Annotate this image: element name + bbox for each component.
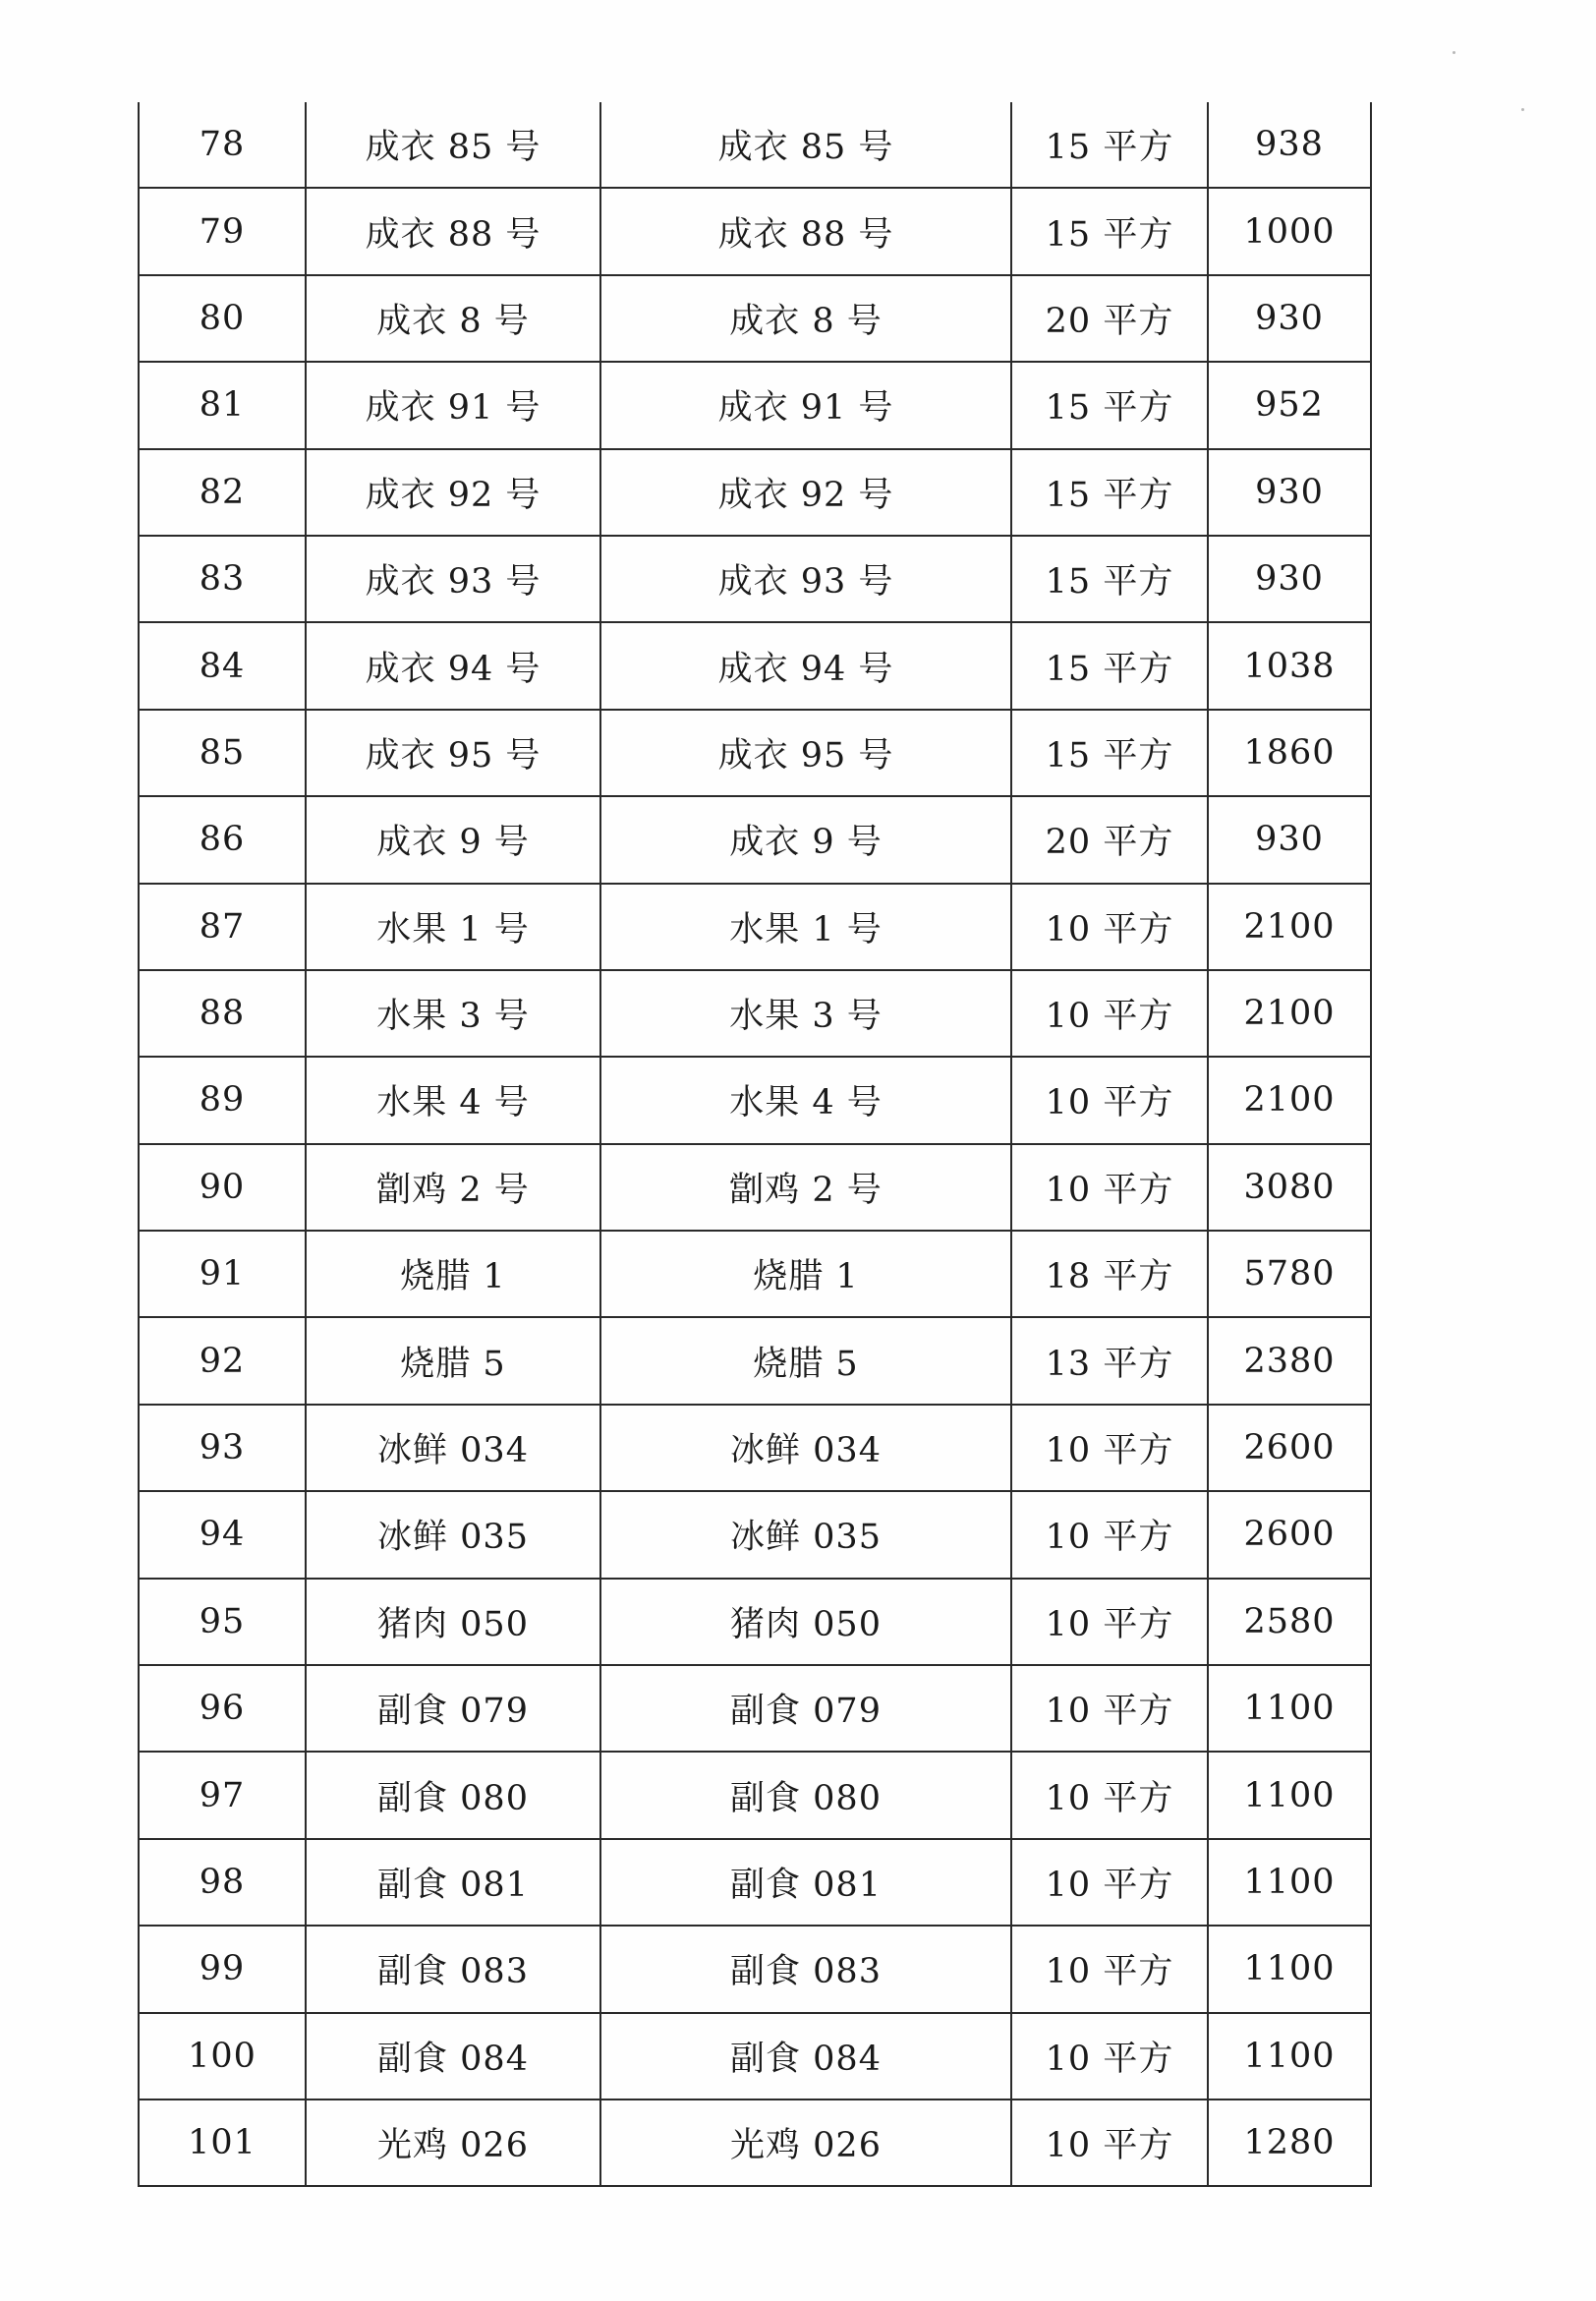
cell-stall-name-alt: 猪肉 050 <box>600 1579 1011 1665</box>
cell-stall-name: 猪肉 050 <box>306 1579 600 1665</box>
table-row <box>139 796 1371 883</box>
table-row <box>139 1839 1371 1926</box>
table-row <box>139 449 1371 536</box>
cell-price: 2100 <box>1208 884 1371 970</box>
cell-stall-name-alt: 成衣 8 号 <box>600 275 1011 362</box>
cell-stall-name: 成衣 93 号 <box>306 536 600 622</box>
cell-stall-name: 成衣 8 号 <box>306 275 600 362</box>
table-row <box>139 102 1371 188</box>
cell-price: 2600 <box>1208 1405 1371 1491</box>
cell-number: 80 <box>139 275 306 362</box>
cell-price: 1100 <box>1208 1752 1371 1838</box>
cell-stall-name-alt: 副食 080 <box>600 1752 1011 1838</box>
table-row <box>139 2013 1371 2100</box>
cell-stall-name: 烧腊 1 <box>306 1231 600 1317</box>
cell-stall-name: 水果 1 号 <box>306 884 600 970</box>
cell-stall-name-alt: 成衣 85 号 <box>600 102 1011 188</box>
cell-stall-name-alt: 水果 1 号 <box>600 884 1011 970</box>
cell-stall-name-alt: 水果 4 号 <box>600 1057 1011 1143</box>
cell-price: 1100 <box>1208 2013 1371 2100</box>
cell-area: 10 平方 <box>1011 1926 1208 2012</box>
table-row <box>139 1057 1371 1143</box>
cell-number: 87 <box>139 884 306 970</box>
table-row <box>139 362 1371 448</box>
cell-number: 84 <box>139 622 306 709</box>
cell-price: 938 <box>1208 102 1371 188</box>
cell-stall-name: 成衣 85 号 <box>306 102 600 188</box>
cell-area: 10 平方 <box>1011 970 1208 1057</box>
cell-number: 91 <box>139 1231 306 1317</box>
cell-area: 15 平方 <box>1011 362 1208 448</box>
cell-stall-name-alt: 副食 081 <box>600 1839 1011 1926</box>
table-row <box>139 1579 1371 1665</box>
cell-stall-name-alt: 烧腊 1 <box>600 1231 1011 1317</box>
cell-price: 1860 <box>1208 710 1371 796</box>
cell-price: 930 <box>1208 449 1371 536</box>
cell-area: 15 平方 <box>1011 188 1208 274</box>
cell-number: 85 <box>139 710 306 796</box>
cell-number: 90 <box>139 1144 306 1231</box>
cell-number: 101 <box>139 2100 306 2186</box>
table-row <box>139 275 1371 362</box>
cell-stall-name: 成衣 9 号 <box>306 796 600 883</box>
cell-area: 10 平方 <box>1011 2100 1208 2186</box>
cell-stall-name-alt: 光鸡 026 <box>600 2100 1011 2186</box>
cell-stall-name: 成衣 95 号 <box>306 710 600 796</box>
cell-stall-name-alt: 烧腊 5 <box>600 1317 1011 1404</box>
cell-stall-name: 冰鲜 035 <box>306 1491 600 1578</box>
cell-number: 94 <box>139 1491 306 1578</box>
cell-stall-name-alt: 副食 079 <box>600 1665 1011 1752</box>
cell-stall-name-alt: 冰鲜 035 <box>600 1491 1011 1578</box>
cell-number: 89 <box>139 1057 306 1143</box>
cell-stall-name: 成衣 91 号 <box>306 362 600 448</box>
table-row <box>139 710 1371 796</box>
cell-price: 930 <box>1208 275 1371 362</box>
cell-number: 100 <box>139 2013 306 2100</box>
cell-area: 15 平方 <box>1011 102 1208 188</box>
stall-table <box>138 102 1372 2187</box>
table-row <box>139 622 1371 709</box>
cell-number: 93 <box>139 1405 306 1491</box>
cell-number: 88 <box>139 970 306 1057</box>
table-row <box>139 1405 1371 1491</box>
cell-stall-name-alt: 水果 3 号 <box>600 970 1011 1057</box>
cell-price: 952 <box>1208 362 1371 448</box>
cell-area: 10 平方 <box>1011 1057 1208 1143</box>
cell-stall-name-alt: 副食 084 <box>600 2013 1011 2100</box>
scan-speck <box>1521 108 1524 111</box>
cell-stall-name: 光鸡 026 <box>306 2100 600 2186</box>
cell-number: 79 <box>139 188 306 274</box>
cell-price: 5780 <box>1208 1231 1371 1317</box>
cell-area: 10 平方 <box>1011 2013 1208 2100</box>
table-row <box>139 1752 1371 1838</box>
cell-price: 930 <box>1208 536 1371 622</box>
cell-stall-name: 副食 083 <box>306 1926 600 2012</box>
cell-price: 2100 <box>1208 970 1371 1057</box>
cell-number: 82 <box>139 449 306 536</box>
cell-area: 10 平方 <box>1011 1144 1208 1231</box>
cell-area: 10 平方 <box>1011 884 1208 970</box>
cell-stall-name-alt: 成衣 95 号 <box>600 710 1011 796</box>
cell-area: 10 平方 <box>1011 1665 1208 1752</box>
table-row <box>139 1317 1371 1404</box>
cell-area: 18 平方 <box>1011 1231 1208 1317</box>
cell-price: 1280 <box>1208 2100 1371 2186</box>
cell-stall-name: 水果 4 号 <box>306 1057 600 1143</box>
cell-price: 1100 <box>1208 1926 1371 2012</box>
cell-price: 1038 <box>1208 622 1371 709</box>
cell-area: 10 平方 <box>1011 1491 1208 1578</box>
cell-stall-name: 成衣 88 号 <box>306 188 600 274</box>
cell-stall-name: 烧腊 5 <box>306 1317 600 1404</box>
cell-stall-name: 副食 084 <box>306 2013 600 2100</box>
cell-stall-name: 成衣 92 号 <box>306 449 600 536</box>
scan-speck <box>1453 51 1455 54</box>
cell-stall-name: 冰鲜 034 <box>306 1405 600 1491</box>
cell-area: 20 平方 <box>1011 275 1208 362</box>
cell-area: 15 平方 <box>1011 536 1208 622</box>
cell-area: 10 平方 <box>1011 1579 1208 1665</box>
cell-price: 1000 <box>1208 188 1371 274</box>
cell-area: 15 平方 <box>1011 710 1208 796</box>
table-row <box>139 188 1371 274</box>
cell-area: 15 平方 <box>1011 449 1208 536</box>
cell-price: 1100 <box>1208 1839 1371 1926</box>
table-row <box>139 884 1371 970</box>
table-row <box>139 2100 1371 2186</box>
cell-stall-name: 劏鸡 2 号 <box>306 1144 600 1231</box>
cell-stall-name: 副食 081 <box>306 1839 600 1926</box>
cell-number: 78 <box>139 102 306 188</box>
cell-price: 2380 <box>1208 1317 1371 1404</box>
cell-stall-name-alt: 冰鲜 034 <box>600 1405 1011 1491</box>
table-row <box>139 1491 1371 1578</box>
cell-stall-name: 水果 3 号 <box>306 970 600 1057</box>
cell-price: 930 <box>1208 796 1371 883</box>
cell-area: 15 平方 <box>1011 622 1208 709</box>
cell-number: 98 <box>139 1839 306 1926</box>
cell-price: 1100 <box>1208 1665 1371 1752</box>
cell-stall-name-alt: 成衣 94 号 <box>600 622 1011 709</box>
cell-stall-name: 副食 079 <box>306 1665 600 1752</box>
cell-price: 2600 <box>1208 1491 1371 1578</box>
cell-number: 81 <box>139 362 306 448</box>
table-row <box>139 1665 1371 1752</box>
cell-number: 83 <box>139 536 306 622</box>
cell-area: 10 平方 <box>1011 1405 1208 1491</box>
cell-stall-name-alt: 劏鸡 2 号 <box>600 1144 1011 1231</box>
table-row <box>139 970 1371 1057</box>
cell-price: 3080 <box>1208 1144 1371 1231</box>
cell-area: 20 平方 <box>1011 796 1208 883</box>
cell-number: 92 <box>139 1317 306 1404</box>
cell-stall-name-alt: 成衣 9 号 <box>600 796 1011 883</box>
cell-stall-name-alt: 成衣 91 号 <box>600 362 1011 448</box>
cell-stall-name-alt: 成衣 88 号 <box>600 188 1011 274</box>
cell-stall-name-alt: 副食 083 <box>600 1926 1011 2012</box>
cell-number: 95 <box>139 1579 306 1665</box>
cell-area: 10 平方 <box>1011 1752 1208 1838</box>
cell-area: 10 平方 <box>1011 1839 1208 1926</box>
cell-area: 13 平方 <box>1011 1317 1208 1404</box>
cell-number: 99 <box>139 1926 306 2012</box>
cell-number: 97 <box>139 1752 306 1838</box>
cell-stall-name-alt: 成衣 92 号 <box>600 449 1011 536</box>
table-row <box>139 1144 1371 1231</box>
cell-price: 2580 <box>1208 1579 1371 1665</box>
table-row <box>139 1231 1371 1317</box>
table-row <box>139 1926 1371 2012</box>
cell-stall-name: 成衣 94 号 <box>306 622 600 709</box>
cell-number: 86 <box>139 796 306 883</box>
cell-stall-name-alt: 成衣 93 号 <box>600 536 1011 622</box>
cell-stall-name: 副食 080 <box>306 1752 600 1838</box>
cell-number: 96 <box>139 1665 306 1752</box>
table-body <box>139 102 1371 2186</box>
table-row <box>139 536 1371 622</box>
cell-price: 2100 <box>1208 1057 1371 1143</box>
